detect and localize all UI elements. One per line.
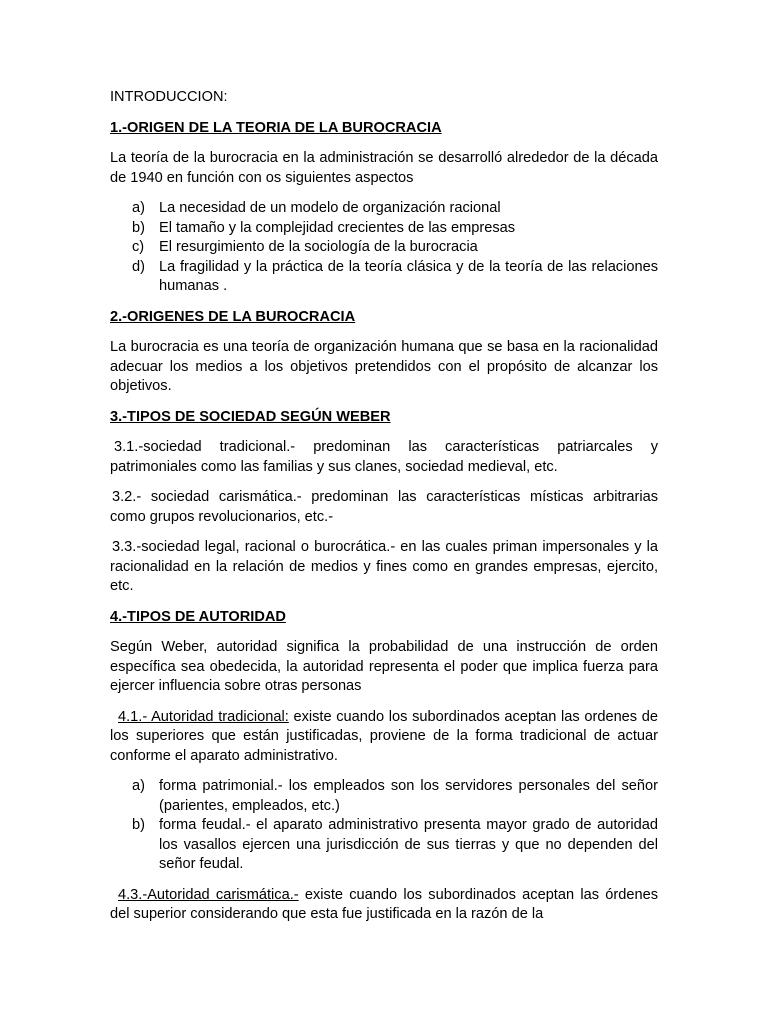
section-4-1-paragraph (110, 708, 658, 767)
list-item-text: La fragilidad y la práctica de la teoría clásica y de la teoría de las relaciones humanas . (159, 258, 658, 294)
list-marker: d) (132, 258, 145, 275)
list-item (110, 219, 658, 239)
section-1-heading: 1.-ORIGEN DE LA TEORIA DE LA BUROCRACIA (110, 119, 442, 136)
section-2-paragraph: La burocracia es una teoría de organización humana que se basa en la racionalidad adecuar los medios a los objetivos pretendidos con el propósito de alcanzar los objetivos. (110, 339, 658, 394)
section-4-heading: 4.-TIPOS DE AUTORIDAD (110, 608, 286, 625)
section-4-3-paragraph (110, 886, 658, 925)
section-1-list (110, 199, 658, 297)
section-1-paragraph: La teoría de la burocracia en la administración se desarrolló alrededor de la década de 1940 en función con os siguientes aspectos (110, 150, 658, 186)
section-4-1-text: existe cuando los subordinados aceptan las ordenes de los superiores que están justificadas, proviene de la forma tradicional de actuar conforme el aparato administrativo. (110, 708, 659, 764)
section-4-3-text: existe cuando los subordinados aceptan las órdenes del superior considerando que esta fue justificada en la razón de la (110, 886, 658, 922)
list-item (110, 258, 658, 297)
section-4-1-list (110, 777, 658, 875)
document-body (110, 88, 658, 936)
list-item (110, 199, 658, 219)
list-marker: b) (132, 817, 145, 833)
section-2-heading: 2.-ORIGENES DE LA BUROCRACIA (110, 308, 356, 325)
section-3-heading: 3.-TIPOS DE SOCIEDAD SEGÚN WEBER (110, 408, 391, 425)
section-4-3-label: 4.3.-Autoridad carismática.- (118, 886, 299, 903)
section-3-2-paragraph: 3.2.- sociedad carismática.- predominan las características místicas arbitrarias como grupos revolucionarios, etc.- (110, 489, 658, 525)
list-item (110, 816, 658, 875)
section-3-3-paragraph: 3.3.-sociedad legal, racional o burocrática.- en las cuales priman impersonales y la racionalidad en la relación de medios y fines como en grandes empresas, ejercito, etc. (110, 539, 658, 594)
list-marker: a) (132, 200, 145, 216)
list-item-text: El resurgimiento de la sociología de la burocracia (159, 239, 478, 255)
intro-title: INTRODUCCION: (110, 89, 228, 105)
section-4-1-label: 4.1.- Autoridad tradicional: (118, 708, 289, 725)
section-4-paragraph: Según Weber, autoridad significa la probabilidad de una instrucción de orden específica sea obedecida, la autoridad representa el poder que implica fuerza para ejercer influencia sobre otras personas (110, 639, 658, 694)
list-item (110, 777, 658, 816)
list-marker: a) (132, 778, 145, 794)
list-marker: c) (132, 239, 145, 255)
list-item-text: forma patrimonial.- los empleados son los servidores personales del señor (parientes, empleados, etc.) (159, 778, 658, 814)
list-item-text: forma feudal.- el aparato administrativo presenta mayor grado de autoridad los vasallos ejercen una jurisdicción de sus tierras y que no dependen del señor feudal. (159, 817, 658, 872)
section-3-1-paragraph: 3.1.-sociedad tradicional.- predominan las características patriarcales y patrimoniales como las familias y sus clanes, sociedad medieval, etc. (110, 439, 658, 475)
list-marker: b) (132, 219, 145, 236)
list-item (110, 238, 658, 258)
list-item-text: La necesidad de un modelo de organización racional (159, 200, 501, 216)
list-item-text: El tamaño y la complejidad crecientes de las empresas (159, 219, 516, 236)
